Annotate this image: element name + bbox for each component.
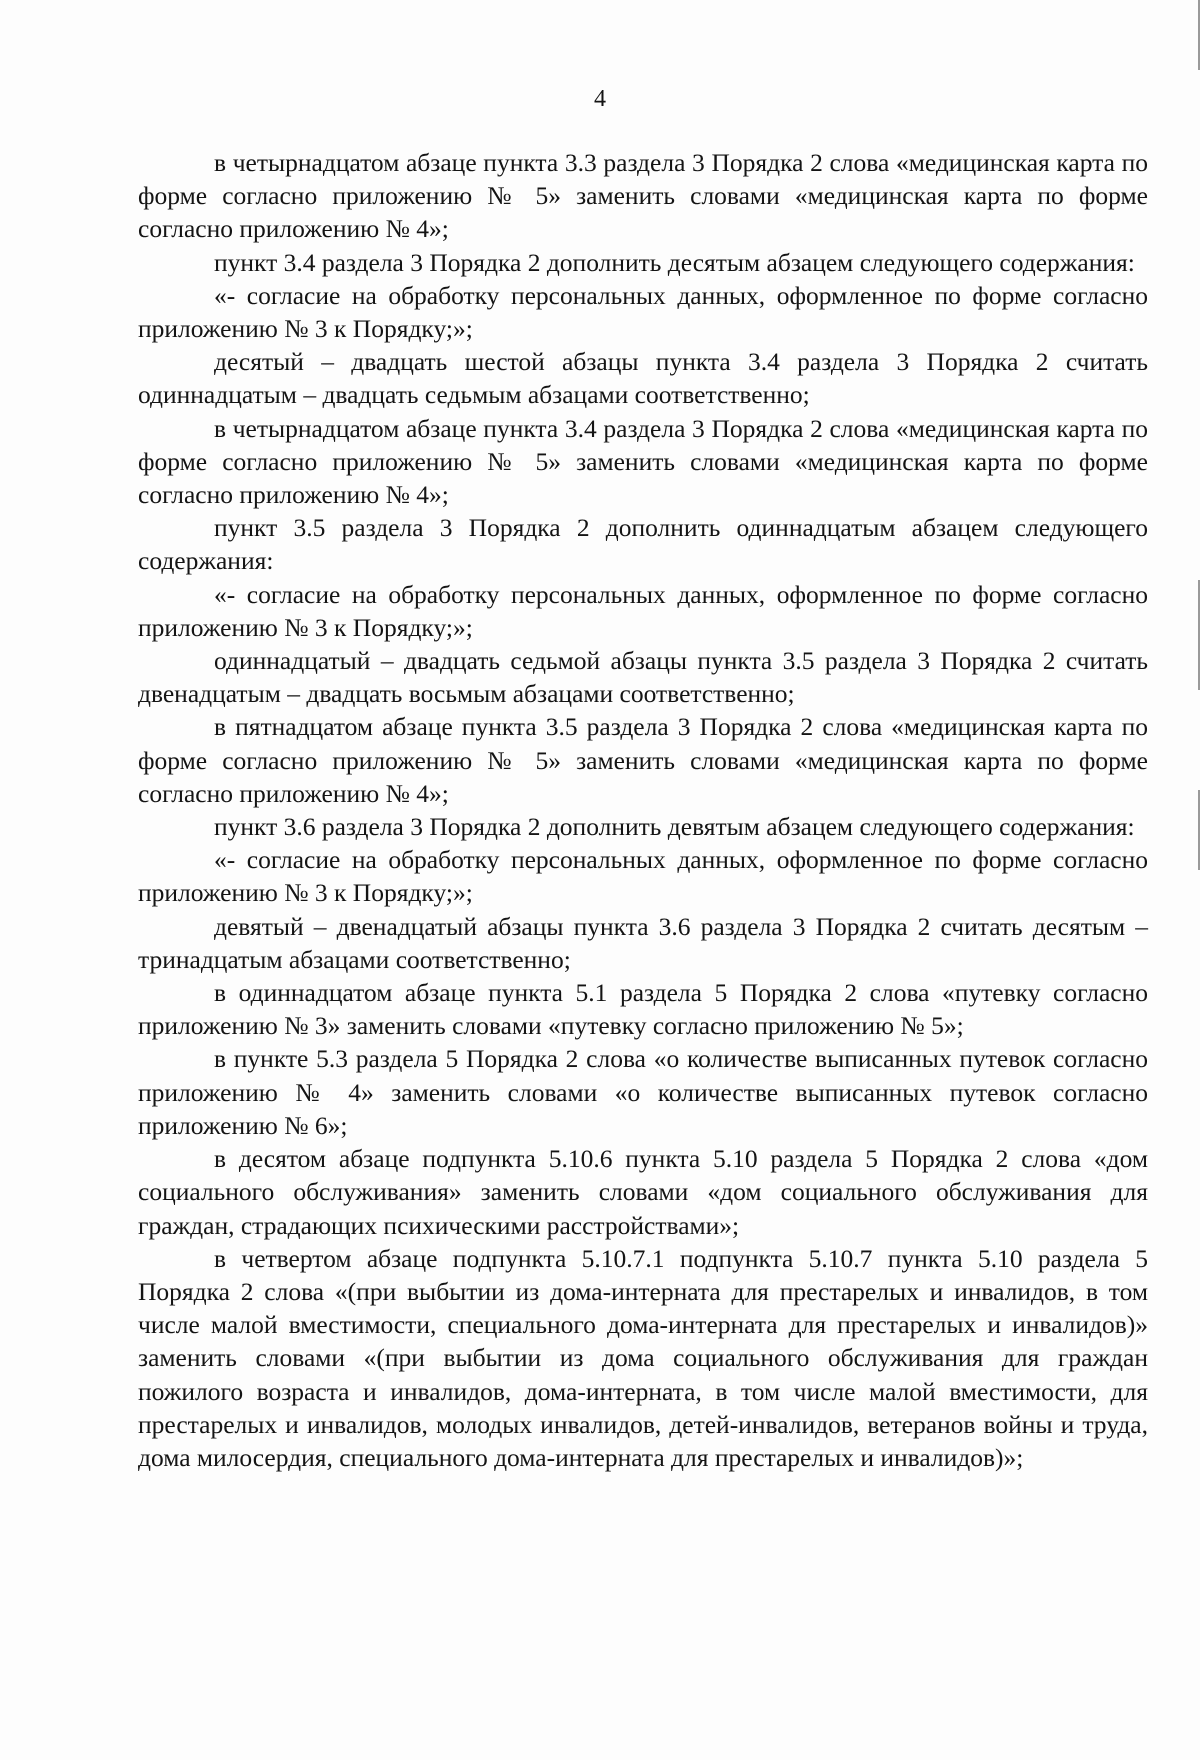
paragraph: «- согласие на обработку персональных данных, оформленное по форме согласно приложению № 3 к Порядку;»; <box>138 845 1148 908</box>
paragraph: одиннадцатый – двадцать седьмой абзацы пункта 3.5 раздела 3 Порядка 2 считать двенадцатым – двадцать восьмым абзацами соответственно; <box>138 646 1148 709</box>
paragraph: в четырнадцатом абзаце пункта 3.3 раздела 3 Порядка 2 слова «медицинская карта по форме согласно приложению № 5» заменить словами «медицинская карта по форме согласно приложению № 4»; <box>138 148 1148 244</box>
document-body <box>138 146 1148 1474</box>
paragraph: в десятом абзаце подпункта 5.10.6 пункта 5.10 раздела 5 Порядка 2 слова «дом социального обслуживания» заменить словами «дом социального обслуживания для граждан, страдающих психическими расстройствами»; <box>138 1144 1148 1240</box>
paragraph: в пункте 5.3 раздела 5 Порядка 2 слова «о количестве выписанных путевок согласно приложению № 4» заменить словами «о количестве выписанных путевок согласно приложению № 6»; <box>138 1044 1148 1140</box>
paragraph: в одиннадцатом абзаце пункта 5.1 раздела 5 Порядка 2 слова «путевку согласно приложению № 3» заменить словами «путевку согласно приложению № 5»; <box>138 978 1148 1041</box>
paragraph: в четвертом абзаце подпункта 5.10.7.1 подпункта 5.10.7 пункта 5.10 раздела 5 Порядка 2 слова «(при выбытии из дома-интерната для престарелых и инвалидов, в том числе малой вместимости, специального дома-интерната для престарелых и инвалидов)» заменить словами «(при выбытии из дома социального обслуживания для граждан пожилого возраста и инвалидов, дома-интерната, в том числе малой вместимости, для престарелых и инвалидов, молодых инвалидов, детей-инвалидов, ветеранов войны и труда, дома милосердия, специального дома-интерната для престарелых и инвалидов)»; <box>138 1243 1148 1472</box>
paragraph: пункт 3.6 раздела 3 Порядка 2 дополнить девятым абзацем следующего содержания: <box>214 812 1135 842</box>
paragraph: в пятнадцатом абзаце пункта 3.5 раздела 3 Порядка 2 слова «медицинская карта по форме согласно приложению № 5» заменить словами «медицинская карта по форме согласно приложению № 4»; <box>138 712 1148 808</box>
paragraph: десятый – двадцать шестой абзацы пункта 3.4 раздела 3 Порядка 2 считать одиннадцатым – двадцать седьмым абзацами соответственно; <box>138 347 1148 410</box>
paragraph: пункт 3.4 раздела 3 Порядка 2 дополнить десятым абзацем следующего содержания: <box>214 247 1135 277</box>
paragraph: «- согласие на обработку персональных данных, оформленное по форме согласно приложению № 3 к Порядку;»; <box>138 280 1148 344</box>
paragraph: «- согласие на обработку персональных данных, оформленное по форме согласно приложению № 3 к Порядку;»; <box>138 579 1148 642</box>
page-number: 4 <box>594 86 606 112</box>
paragraph: в четырнадцатом абзаце пункта 3.4 раздела 3 Порядка 2 слова «медицинская карта по форме согласно приложению № 5» заменить словами «медицинская карта по форме согласно приложению № 4»; <box>138 413 1148 510</box>
paragraph: девятый – двенадцатый абзацы пункта 3.6 раздела 3 Порядка 2 считать десятым – тринадцатым абзацами соответственно; <box>138 911 1148 974</box>
paragraph: пункт 3.5 раздела 3 Порядка 2 дополнить одиннадцатым абзацем следующего содержания: <box>138 513 1148 576</box>
